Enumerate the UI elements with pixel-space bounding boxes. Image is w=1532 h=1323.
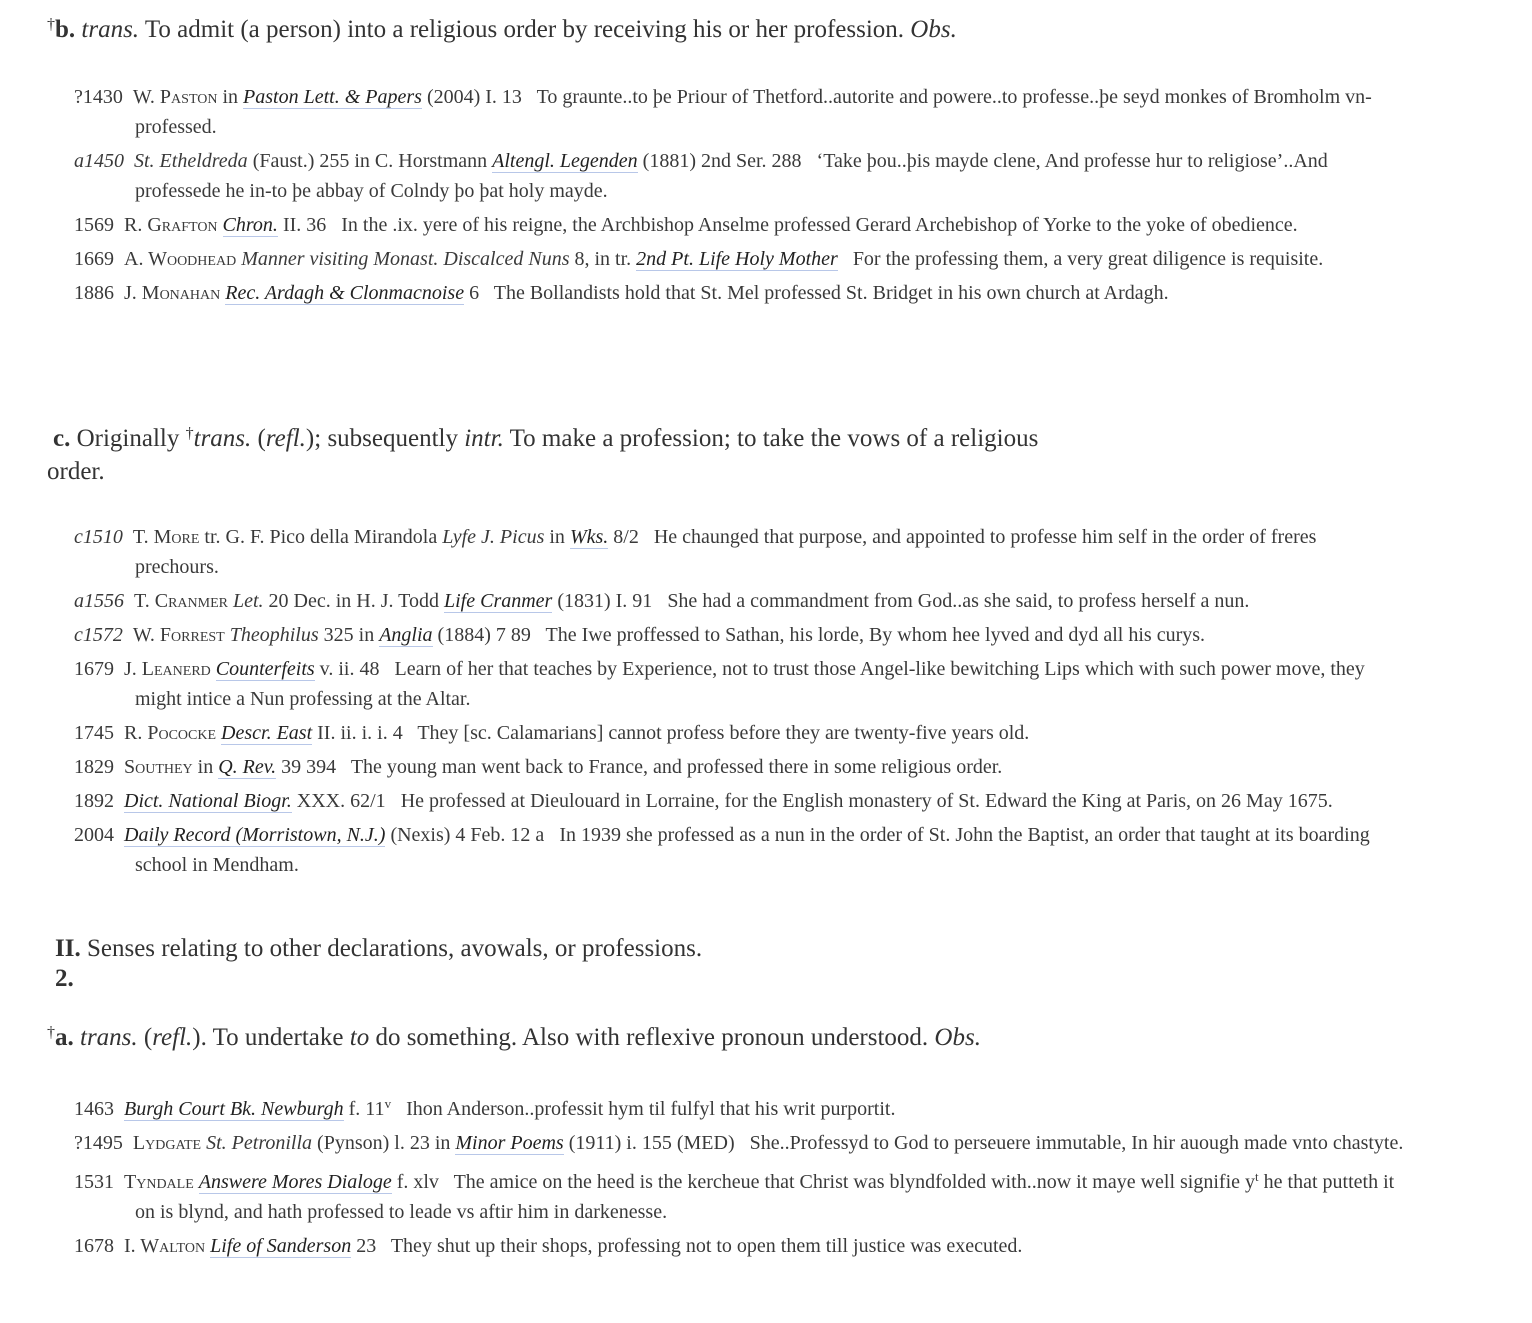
quotation-text: The Bollandists hold that St. Mel professed St. Bridget in his own church at Ardagh. [493,282,1169,304]
quotation: a1450 St. Etheldreda (Faust.) 255 in C. Horstmann Altengl. Legenden (1881) 2nd Ser. 288 ‘Take þou..þis mayde clene, And professe hur to religiose’..And professede he in-to þe abbay of Colndy þo þat holy mayde. [74,150,1328,202]
sense-letter: b. [55,16,76,43]
quotation: 1829 Southey in Q. Rev. 39 394 The young man went back to France, and professed there in some religious order. [74,756,1003,778]
quotation-work: Manner visiting Monast. Discalced Nuns [241,248,570,270]
section-numeral: II. [55,935,81,962]
obsolete-dagger: † [47,1024,55,1041]
quotation: c1510 T. More tr. G. F. Pico della Mirandola Lyfe J. Picus in Wks. 8/2 He chaunged that purpose, and appointed to professe him self in the order of freres prechours. [74,526,1317,578]
quotation: ?1495 Lydgate St. Petronilla (Pynson) l. 23 in Minor Poems (1911) i. 155 (MED) She..Professyd to God to perseuere immutable, In hir auough made vnto chastyte. [74,1132,1404,1154]
source-title-link[interactable]: Anglia [379,624,433,646]
quotation-year: 1679 [74,658,114,680]
quotation-author: J. Monahan [124,282,221,304]
quotation-text: They shut up their shops, professing not to open them till justice was executed. [390,1235,1023,1257]
part-of-speech: trans. [81,16,140,43]
quotation-author: J. Leanerd [124,658,211,680]
quotation-author: Tyndale [124,1171,194,1193]
quotation-text: The amice on the heed is the kercheue that Christ was blyndfolded with..now it maye well signifie $y^t$ he that putteth it on is blynd, and hath professed to leade vs aftir him in darkenesse. [135,1169,1395,1223]
source-title-link[interactable]: Answere Mores Dialoge [198,1171,392,1193]
quotation-author: Lydgate [132,1132,202,1154]
quotation: 1678 I. Walton Life of Sanderson 23 They shut up their shops, professing not to open them till justice was executed. [74,1235,1023,1257]
obsolete-label: Obs. [934,1024,981,1051]
quotation-text: She..Professyd to God to perseuere immutable, In hir auough made vnto chastyte. [749,1132,1404,1154]
quotation-text: He professed at Dieulouard in Lorraine, for the English monastery of St. Edward the King at Paris, on 26 May 1675. [400,790,1333,812]
quotation-author: W. Paston [132,86,218,108]
quotation-text: They [sc. Calamarians] cannot profess before they are twenty-five years old. [417,722,1030,744]
quotation-year: 1463 [74,1098,114,1120]
source-title-link[interactable]: Paston Lett. & Papers [243,86,422,108]
sense-c-definition: c. Originally †trans. (refl.); subsequently intr. To make a profession; to take the vows of a religious order. [47,425,1039,485]
quotation-year: 1669 [74,248,114,270]
quotation-work: Theophilus [229,624,319,646]
quotation-text: In the .ix. yere of his reigne, the Archbishop Anselme professed Gerard Archebishop of Yorke to the yoke of obedience. [341,214,1298,236]
sense-letter: a. [55,1024,74,1051]
source-title-link[interactable]: Life Cranmer [443,590,553,612]
quotation: a1556 T. Cranmer Let. 20 Dec. in H. J. Todd Life Cranmer (1831) I. 91 She had a commandment from God..as she said, to profess herself a nun. [74,590,1250,612]
part-of-speech: trans. [193,425,252,452]
sense-letter: c. [53,425,71,452]
quotation-work: Lyfe J. Picus [442,526,545,548]
quotation-author: A. Woodhead [124,248,237,270]
quotation-text: To graunte..to þe Priour of Thetford..autorite and powere..to professe..þe seyd monkes of Bromholm vn-professed. [135,86,1372,138]
quotation: 1463 Burgh Court Bk. Newburgh f. 11$^v$ Ihon Anderson..professit hym til fulfyl that his writ purportit. [74,1096,896,1120]
quotation-year: ?1430 [74,86,123,108]
part-of-speech: trans. [80,1024,138,1051]
quotation-author: R. Pococke [124,722,217,744]
quotation-year: 2004 [74,824,114,846]
quotation-year: 1886 [74,282,114,304]
source-title-link[interactable]: 2nd Pt. Life Holy Mother [636,248,838,270]
quotation-year: 1678 [74,1235,114,1257]
quotation: 1569 R. Grafton Chron. II. 36 In the .ix. yere of his reigne, the Archbishop Anselme professed Gerard Archebishop of Yorke to the yoke of obedience. [74,214,1298,236]
quotation-year: 1531 [74,1171,114,1193]
quotation-year: c1510 [74,526,123,548]
quotation-year: c1572 [74,624,123,646]
source-title-link[interactable]: Life of Sanderson [210,1235,352,1257]
section-heading-text: Senses relating to other declarations, avowals, or professions. [86,935,703,962]
source-title-link[interactable]: Burgh Court Bk. Newburgh [124,1098,344,1120]
quotation-author: T. More [132,526,200,548]
quotation-work: St. Petronilla [206,1132,313,1154]
quotation-text: ‘Take þou..þis mayde clene, And professe hur to religiose’..And professede he in-to þe abbay of Colndy þo þat holy mayde. [135,150,1328,202]
source-title-link[interactable]: Rec. Ardagh & Clonmacnoise [225,282,465,304]
quotation: ?1430 W. Paston in Paston Lett. & Papers (2004) I. 13 To graunte..to þe Priour of Thetford..autorite and powere..to professe..þe seyd monkes of Bromholm vn-professed. [74,86,1372,138]
quotation-text: For the professing them, a very great diligence is requisite. [852,248,1324,270]
quotation-year: 1745 [74,722,114,744]
quotation: 1886 J. Monahan Rec. Ardagh & Clonmacnoise 6 The Bollandists hold that St. Mel professed St. Bridget in his own church at Ardagh. [74,282,1169,304]
sense-a-definition: †a. trans. (refl.). To undertake to do something. Also with reflexive pronoun understood. Obs. [47,1024,981,1051]
obsolete-dagger: † [185,425,194,442]
section-heading [55,932,1115,965]
quotation: 1669 A. Woodhead Manner visiting Monast. Discalced Nuns 8, in tr. 2nd Pt. Life Holy Mother For the professing them, a very great diligence is requisite. [74,248,1324,270]
quotation-year: ?1495 [74,1132,123,1154]
quotation-year: 1892 [74,790,114,812]
quotation-author: T. Cranmer [134,590,228,612]
source-title-link[interactable]: Chron. [222,214,278,236]
quotation-year: 1829 [74,756,114,778]
obsolete-label: Obs. [910,16,957,43]
source-title-link[interactable]: Q. Rev. [218,756,277,778]
quotation-text: In 1939 she professed as a nun in the order of St. John the Baptist, an order that taught at its boarding school in Mendham. [135,824,1370,876]
source-title-link[interactable]: Minor Poems [455,1132,564,1154]
quotation: c1572 W. Forrest Theophilus 325 in Anglia (1884) 7 89 The Iwe proffessed to Sathan, his lorde, By whom hee lyved and dyd all his curys. [74,624,1206,646]
quotations-b [74,82,1404,312]
source-title-link[interactable]: Descr. East [221,722,313,744]
quotation: 1892 Dict. National Biogr. XXX. 62/1 He professed at Dieulouard in Lorraine, for the English monastery of St. Edward the King at Paris, on 26 May 1675. [74,790,1333,812]
quotation-author: W. Forrest [132,624,225,646]
sense-b-definition [47,8,1107,46]
definition-text: To make a profession; to take the vows of a religious order. [47,425,1039,485]
quotation: 1531 Tyndale Answere Mores Dialoge f. xlv The amice on the heed is the kercheue that Christ was blyndfolded with..now it maye well signifie $y^t$ he that putteth it on is blynd, and hath professed to leade vs aftir him in darkenesse. [74,1169,1395,1223]
sense-number: 2. [55,965,74,992]
quotation-text: The young man went back to France, and professed there in some religious order. [350,756,1003,778]
obsolete-dagger: † [47,16,55,33]
quotation-work: Let. [232,590,264,612]
source-title-link[interactable]: Wks. [569,526,609,548]
source-title-link[interactable]: Counterfeits [215,658,315,680]
quotation-author: R. Grafton [124,214,218,236]
quotation-text: Ihon Anderson..professit hym til fulfyl that his writ purportit. [406,1098,896,1120]
quotation-text: The Iwe proffessed to Sathan, his lorde, By whom hee lyved and dyd all his curys. [545,624,1206,646]
part-of-speech: intr. [464,425,504,452]
quotation-text: He chaunged that purpose, and appointed to professe him self in the order of freres prechours. [135,526,1317,578]
quotation: 1679 J. Leanerd Counterfeits v. ii. 48 Learn of her that teaches by Experience, not to trust those Angel-like bewitching Lips which with such power move, they might intice a Nun professing at the Altar. [74,658,1365,710]
source-title-link[interactable]: Altengl. Legenden [492,150,638,172]
quotations-a [74,1089,1404,1265]
source-title-link[interactable]: Daily Record (Morristown, N.J.) [124,824,386,846]
quotation: 2004 Daily Record (Morristown, N.J.) (Nexis) 4 Feb. 12 a In 1939 she professed as a nun in the order of St. John the Baptist, an order that taught at its boarding school in Mendham. [74,824,1370,876]
quotation-year: 1569 [74,214,114,236]
quotations-c [74,522,1404,884]
quotation-work: St. Etheldreda [134,150,248,172]
quotation-author: Southey [124,756,193,778]
quotation-author: I. Walton [124,1235,206,1257]
quotation-year: a1556 [74,590,124,612]
quotation-text: Learn of her that teaches by Experience, not to trust those Angel-like bewitching Lips which with such power move, they might intice a Nun professing at the Altar. [135,658,1365,710]
quotation-year: a1450 [74,150,124,172]
quotation: 1745 R. Pococke Descr. East II. ii. i. i. 4 They [sc. Calamarians] cannot profess before they are twenty-five years old. [74,722,1030,744]
quotation-text: She had a commandment from God..as she said, to profess herself a nun. [667,590,1250,612]
source-title-link[interactable]: Dict. National Biogr. [124,790,292,812]
definition-text: To admit (a person) into a religious order by receiving his or her profession. [144,16,905,43]
